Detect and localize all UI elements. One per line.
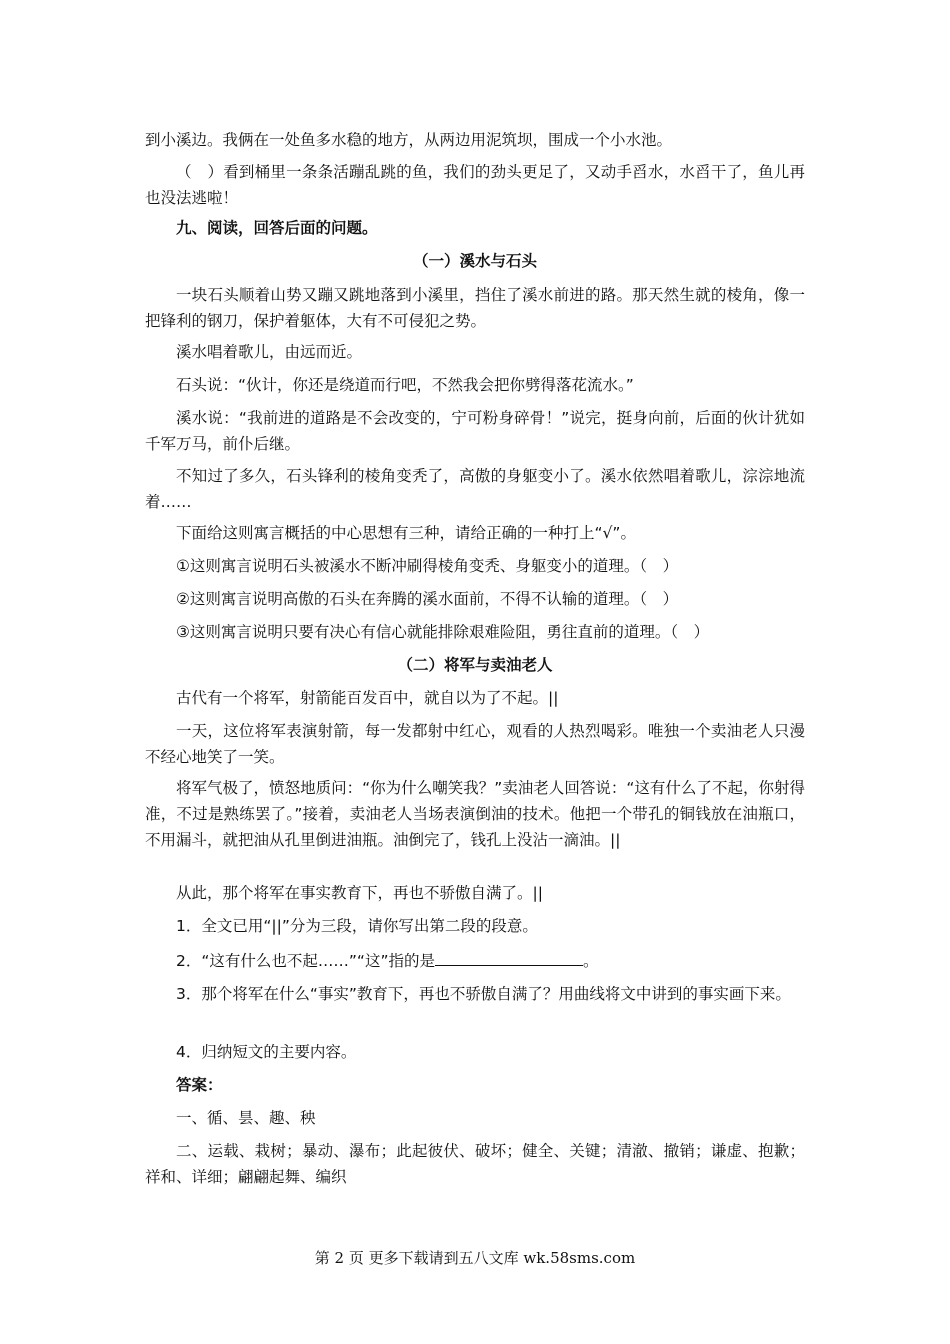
text-paragraph: 从此，那个将军在事实教育下，再也不骄傲自满了。|| (176, 884, 543, 902)
answer-line: 二、运载、栽树；暴动、瀑布；此起彼伏、破坏；健全、关键；清澈、撤销；谦虚、抱歉；祥和、详细；翩翩起舞、编织 (145, 1142, 805, 1186)
passage-title: （一）溪水与石头 (412, 252, 537, 270)
text-paragraph: 一块石头顺着山势又蹦又跳地落到小溪里，挡住了溪水前进的路。那天然生就的棱角，像一把锋利的钢刀，保护着躯体，大有不可侵犯之势。 (145, 286, 805, 330)
answer-line: 一、循、昙、趣、秧 (176, 1109, 316, 1127)
question-prompt: 下面给这则寓言概括的中心思想有三种，请给正确的一种打上“√”。 (176, 524, 636, 542)
choice-option: ①这则寓言说明石头被溪水不断冲刷得棱角变秃、身躯变小的道理。（ ） (176, 557, 679, 575)
section-heading: 九、阅读，回答后面的问题。 (176, 219, 378, 237)
text-paragraph: 不知过了多久，石头锋利的棱角变秃了，高傲的身躯变小了。溪水依然唱着歌儿，淙淙地流着…… (145, 467, 805, 511)
text-paragraph: 溪水唱着歌儿，由远而近。 (176, 343, 363, 361)
question-item (145, 947, 805, 974)
text-paragraph: 溪水说：“我前进的道路是不会改变的，宁可粉身碎骨！”说完，挺身向前，后面的伙计犹如千军万马，前仆后继。 (145, 409, 805, 453)
choice-option: ②这则寓言说明高傲的石头在奔腾的溪水面前，不得不认输的道理。（ ） (176, 590, 679, 608)
text-paragraph: 一天，这位将军表演射箭，每一发都射中红心，观看的人热烈喝彩。唯独一个卖油老人只漫不经心地笑了一笑。 (145, 722, 805, 766)
answer-heading: 答案： (176, 1076, 223, 1094)
question-text: 2．“这有什么也不起……”“这”指的是 (176, 952, 435, 970)
question-text-end: 。 (582, 952, 599, 970)
page-footer: 第 2 页 更多下载请到五八文库 wk.58sms.com (314, 1249, 636, 1267)
question-item: 4．归纳短文的主要内容。 (176, 1043, 357, 1061)
text-paragraph: （ ）看到桶里一条条活蹦乱跳的鱼，我们的劲头更足了，又动手舀水，水舀干了，鱼儿再也没法逃啦！ (145, 163, 805, 207)
choice-option: ③这则寓言说明只要有决心有信心就能排除艰难险阻，勇往直前的道理。（ ） (176, 623, 710, 641)
text-paragraph: 到小溪边。我俩在一处鱼多水稳的地方，从两边用泥筑坝，围成一个小水池。 (145, 131, 673, 149)
question-item: 1．全文已用“||”分为三段，请你写出第二段的段意。 (176, 917, 538, 935)
text-paragraph: 将军气极了，愤怒地质问：“你为什么嘲笑我？”卖油老人回答说：“这有什么了不起，你射得准，不过是熟练罢了。”接着，卖油老人当场表演倒油的技术。他把一个带孔的铜钱放在油瓶口，不用漏斗，就把油从孔里倒进油瓶。油倒完了，钱孔上没沾一滴油。|| (145, 779, 805, 849)
text-paragraph: 古代有一个将军，射箭能百发百中，就自以为了不起。|| (176, 689, 559, 707)
answer-blank (435, 947, 583, 966)
passage-title: （二）将军与卖油老人 (397, 656, 553, 674)
text-paragraph: 石头说：“伙计，你还是绕道而行吧，不然我会把你劈得落花流水。” (176, 376, 634, 394)
question-item: 3．那个将军在什么“事实”教育下，再也不骄傲自满了？用曲线将文中讲到的事实画下来。 (176, 985, 791, 1003)
